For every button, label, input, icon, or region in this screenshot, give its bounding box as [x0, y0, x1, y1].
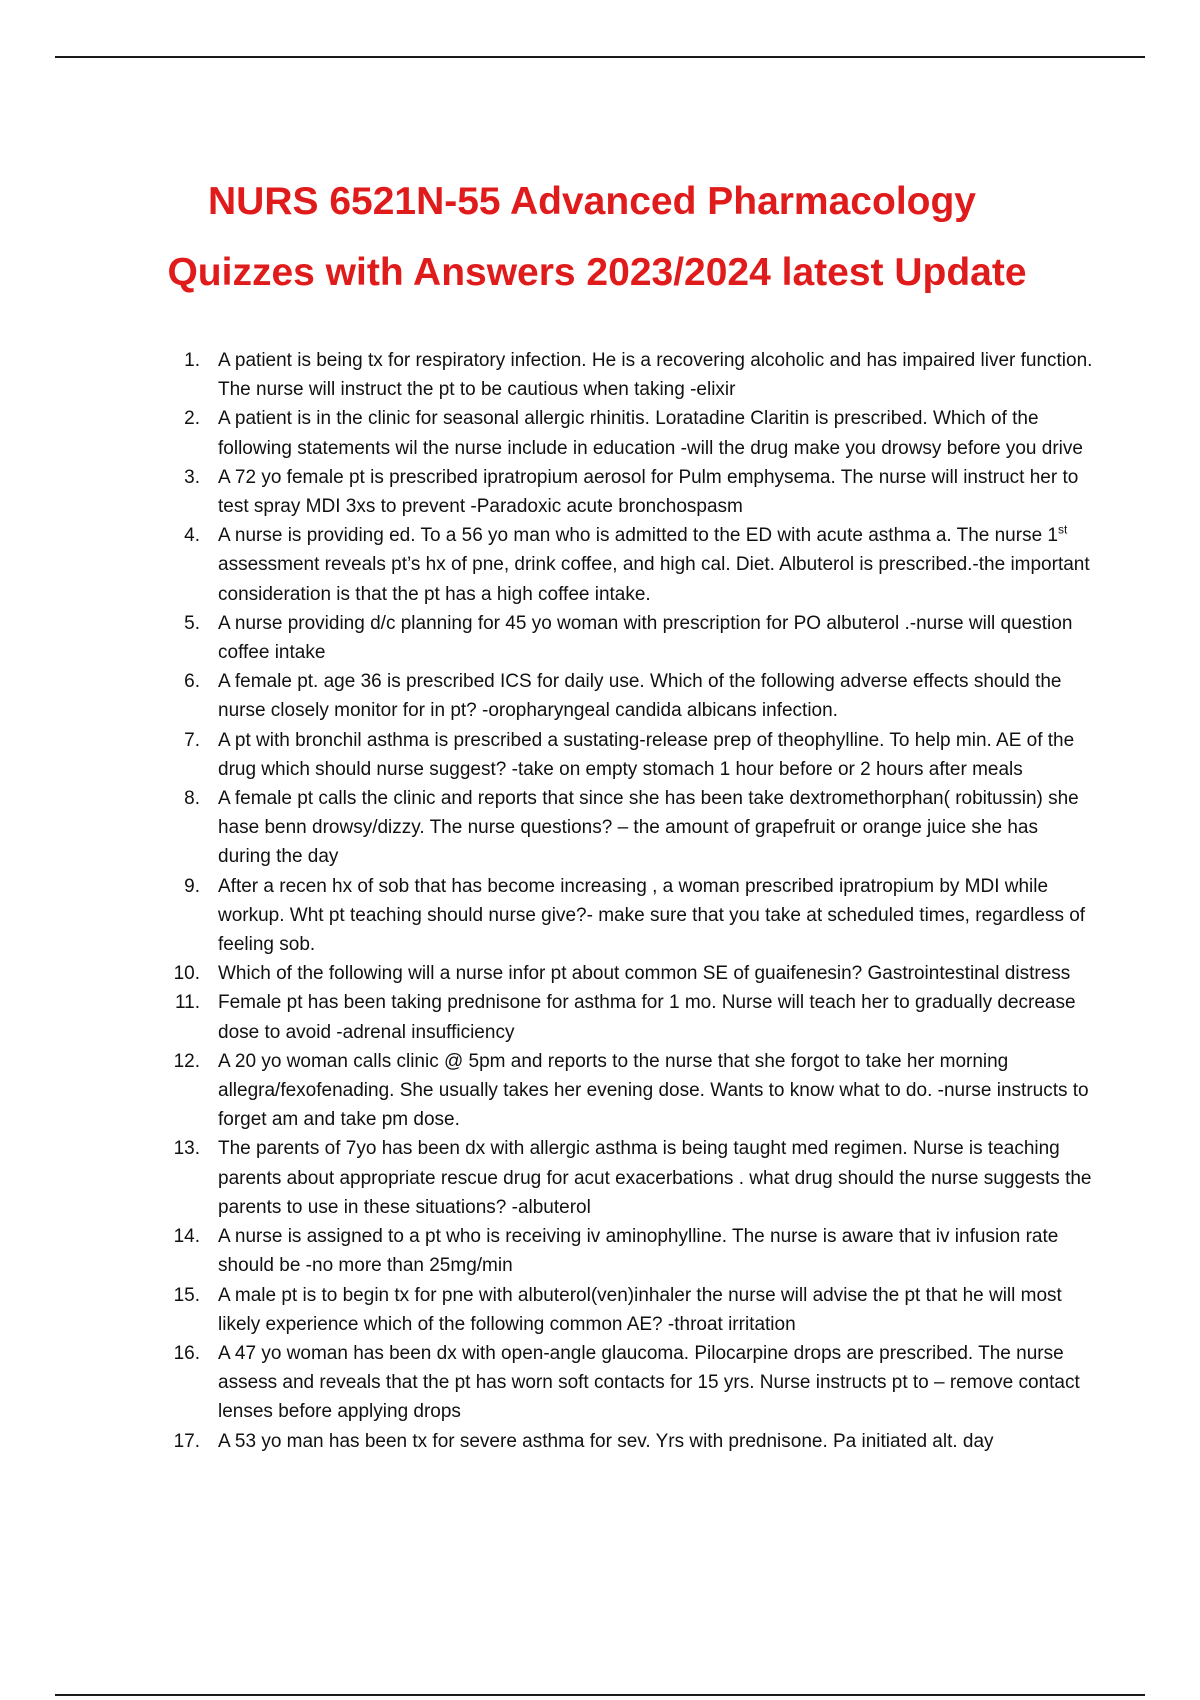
quiz-item-3 [0, 463, 1094, 521]
item-text: A 53 yo man has been tx for severe asthma for sev. Yrs with prednisone. Pa initiated alt. day [218, 1430, 994, 1452]
quiz-item-12 [0, 1047, 1094, 1135]
quiz-item-15 [0, 1281, 1094, 1339]
item-text: A patient is in the clinic for seasonal allergic rhinitis. Loratadine Claritin is prescribed. Which of the following statements wil the nurse include in education -will the drug make you drowsy before you drive [218, 408, 1083, 459]
item-text-part-1: A nurse is providing ed. To a 56 yo man who is admitted to the ED with acute asthma a. The nurse 1 [218, 525, 1058, 547]
quiz-item-6 [0, 667, 1094, 725]
footer-rule [55, 1694, 1145, 1696]
item-text: A 72 yo female pt is prescribed ipratropium aerosol for Pulm emphysema. The nurse will instruct her to test spray MDI 3xs to prevent -Paradoxic acute bronchospasm [218, 466, 1079, 518]
item-text: A 47 yo woman has been dx with open-angle glaucoma. Pilocarpine drops are prescribed. The nurse assess and reveals that the pt has worn soft contacts for 15 yrs. Nurse instructs pt to – remove contact lenses before applying drops [218, 1342, 1080, 1423]
quiz-item-1 [0, 346, 1094, 404]
item-text: The parents of 7yo has been dx with allergic asthma is being taught med regimen. Nurse is teaching parents about appropriate rescue drug for acut exacerbations . what drug should the nurse suggests the parents to use in these situations? -albuterol [218, 1138, 1092, 1218]
item-text: A patient is being tx for respiratory infection. He is a recovering alcoholic and has impaired liver function. The nurse will instruct the pt to be cautious when taking -elixir [218, 350, 1093, 401]
title-line-1: NURS 6521N-55 Advanced Pharmacology [207, 180, 976, 224]
item-number: 12. [173, 1050, 200, 1072]
item-number: 4. [184, 525, 200, 547]
item-text: After a recen hx of sob that has become increasing , a woman prescribed ipratropium by MDI while workup. Wht pt teaching should nurse give?- make sure that you take at scheduled times, regardless of feeling sob. [218, 875, 1086, 956]
quiz-item-16 [0, 1339, 1094, 1427]
item-text: Which of the following will a nurse infor pt about common SE of guaifenesin? Gastrointestinal distress [218, 963, 1071, 985]
quiz-item-9 [0, 872, 1094, 960]
item-number: 11. [174, 992, 200, 1014]
item-number: 7. [184, 729, 200, 751]
quiz-item-7 [0, 726, 1094, 784]
item-number: 3. [184, 466, 200, 488]
quiz-item-5 [0, 609, 1094, 667]
quiz-item-11 [0, 988, 1094, 1046]
item-number: 13. [173, 1138, 200, 1160]
quiz-item-14 [0, 1222, 1094, 1280]
item-number: 17. [173, 1430, 200, 1452]
item-number: 8. [184, 788, 200, 810]
title-line-2: Quizzes with Answers 2023/2024 latest Update [167, 251, 1027, 295]
item-text: A nurse is assigned to a pt who is receiving iv aminophylline. The nurse is aware that iv infusion rate should be -no more than 25mg/min [218, 1226, 1059, 1277]
item-number: 2. [184, 408, 200, 430]
item-number: 16. [173, 1342, 200, 1364]
quiz-list [0, 346, 1094, 1456]
quiz-item-2 [0, 404, 1094, 462]
item-text: A nurse providing d/c planning for 45 yo woman with prescription for PO albuterol .-nurse will question coffee intake [218, 612, 1073, 664]
item-text: A male pt is to begin tx for pne with albuterol(ven)inhaler the nurse will advise the pt that he will most likely experience which of the following common AE? -throat irritation [218, 1284, 1062, 1335]
item-number: 1. [184, 350, 200, 371]
item-number: 5. [184, 612, 200, 634]
item-number: 6. [184, 671, 200, 693]
quiz-item-17 [0, 1427, 1094, 1456]
item-number: 15. [173, 1284, 200, 1306]
header-rule [55, 56, 1145, 58]
item-text: A 20 yo woman calls clinic @ 5pm and reports to the nurse that she forgot to take her morning allegra/fexofenading. She usually takes her evening dose. Wants to know what to do. -nurse instructs to forget am and take pm dose. [218, 1050, 1089, 1131]
item-text: Female pt has been taking prednisone for asthma for 1 mo. Nurse will teach her to gradually decrease dose to avoid -adrenal insufficiency [218, 992, 1076, 1043]
item-text: A female pt. age 36 is prescribed ICS for daily use. Which of the following adverse effects should the nurse closely monitor for in pt? -oropharyngeal candida albicans infection. [218, 671, 1062, 722]
item-number: 14. [173, 1226, 200, 1248]
item-number: 10. [173, 963, 200, 985]
quiz-item-8 [0, 784, 1094, 872]
item-text-part-2: assessment reveals pt’s hx of pne, drink coffee, and high cal. Diet. Albuterol is prescribed.-the important consideration is that the pt has a high coffee intake. [218, 554, 1090, 605]
quiz-item-13 [0, 1134, 1094, 1222]
document-title [0, 166, 1200, 308]
item-text: A female pt calls the clinic and reports that since she has been take dextromethorphan( robitussin) she hase benn drowsy/dizzy. The nurse questions? – the amount of grapefruit or orange juice she has during the day [218, 788, 1079, 868]
item-text [218, 522, 1090, 605]
quiz-item-4 [0, 521, 1094, 609]
ordinal-suffix: st [1058, 522, 1068, 537]
item-text: A pt with bronchil asthma is prescribed a sustating-release prep of theophylline. To help min. AE of the drug which should nurse suggest? -take on empty stomach 1 hour before or 2 hours after meals [218, 729, 1075, 780]
item-number: 9. [184, 875, 200, 897]
quiz-item-10 [0, 959, 1094, 988]
